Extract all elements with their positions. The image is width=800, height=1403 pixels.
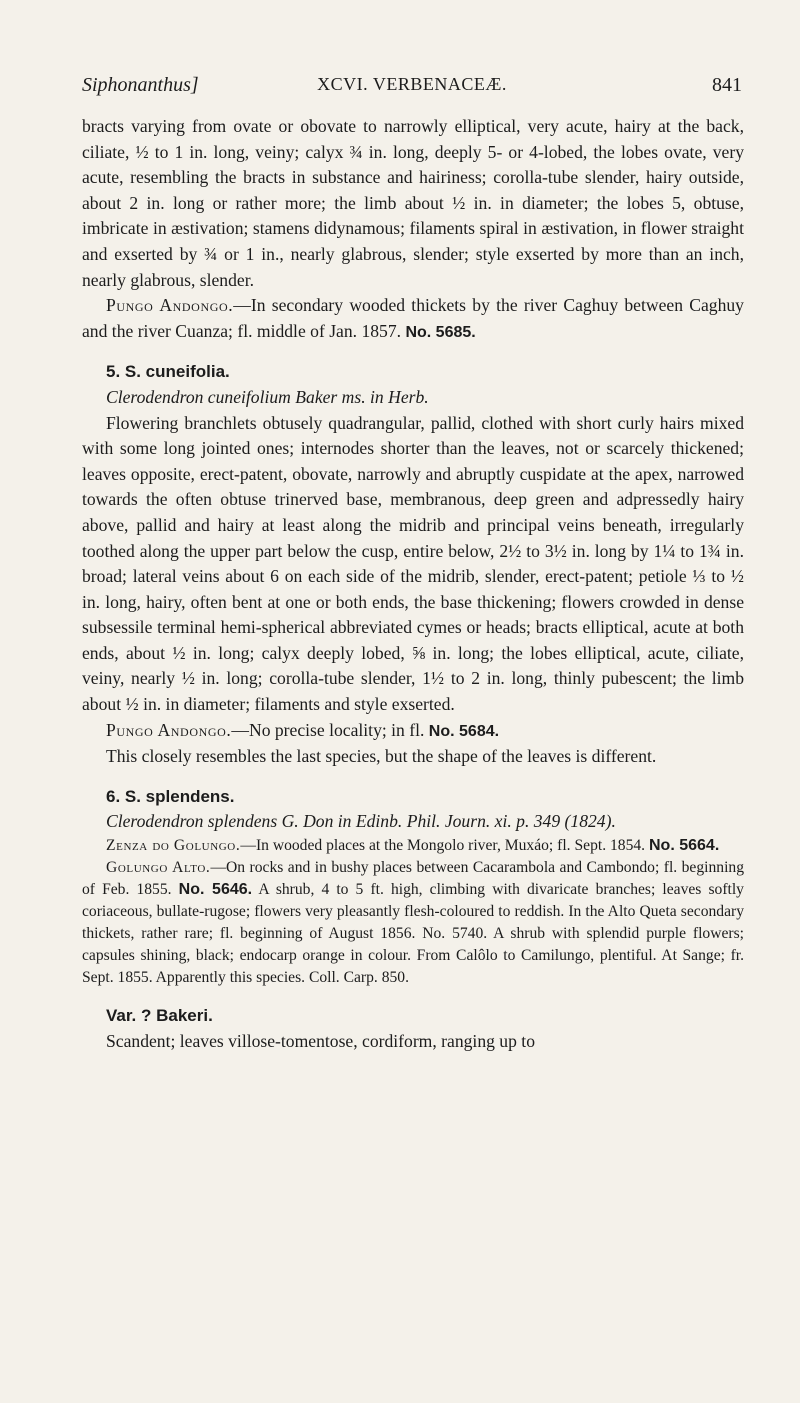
synonym-5: Clerodendron cuneifolium Baker ms. in Herb. xyxy=(106,386,429,407)
page-number: 841 xyxy=(712,74,742,96)
locality-text: —In wooded places at the Mongolo river, Muxáo; fl. Sept. 1854. xyxy=(240,837,646,855)
locality-pungo-1 xyxy=(82,293,744,345)
page-body xyxy=(82,114,744,1054)
header-genus: Siphonanthus] xyxy=(82,74,199,96)
variety-description: Scandent; leaves villose-tomentose, cordiform, ranging up to xyxy=(106,1030,535,1051)
note-5: This closely resembles the last species, but the shape of the leaves is different. xyxy=(106,746,657,767)
species-heading-6: 6. S. splendens. xyxy=(106,786,235,806)
locality-zenza xyxy=(82,835,744,857)
locality-notes: A shrub, 4 to 5 ft. high, climbing with divaricate branches; leaves softly coriaceous, bullate-rugose; flowers very pleasantly flesh-coloured to reddish. In the Alto Queta secondary thickets, rather rare; fl. beginning of August 1856. No. 5740. A shrub with splendid purple flowers; capsules shining, black; endocarp orange in colour. From Calôlo to Camilungo, plentiful. At Sange; fr. Sept. 1855. Apparently this species. Coll. Carp. 850. xyxy=(82,881,744,987)
locality-golungo xyxy=(82,857,744,989)
synonym-6: Clerodendron splendens G. Don in Edinb. Phil. Journ. xi. p. 349 (1824). xyxy=(106,811,616,832)
specimen-number: No. 5685. xyxy=(405,323,476,341)
locality-text: —No precise locality; in fl. xyxy=(231,719,425,740)
locality-name: Golungo Alto. xyxy=(106,859,211,877)
locality-name: Zenza do Golungo. xyxy=(106,837,241,855)
locality-name: Pungo Andongo. xyxy=(106,295,234,316)
locality-text: —On rocks and in bushy places between Cacarambola and Cambondo; fl. beginning of Feb. 1855. xyxy=(82,859,744,899)
header-family: XCVI. VERBENACEÆ. xyxy=(317,74,507,94)
locality-pungo-2 xyxy=(82,718,744,745)
locality-text: —In secondary wooded thickets by the river Caghuy between Caghuy and the river Cuanza; fl. middle of Jan. 1857. xyxy=(82,295,744,341)
specimen-number: No. 5684. xyxy=(428,722,500,740)
running-header xyxy=(82,74,742,100)
description-continued: bracts varying from ovate or obovate to narrowly elliptical, very acute, hairy at the back, ciliate, ½ to 1 in. long, veiny; calyx ¾ in. long, deeply 5- or 4-lobed, the lobes ovate, very acute, resembling the bracts in substance and hairiness; corolla-tube slender, hairy outside, about 2 in. long or rather more; the limb about ½ in. in diameter; the lobes 5, obtuse, imbricate in æstivation; stamens didynamous; filaments spiral in æstivation, in flower straight and exserted by ¾ or 1 in., nearly glabrous, slender; style exserted by more than an inch, nearly glabrous, slender. xyxy=(82,116,744,290)
locality-name: Pungo Andongo. xyxy=(106,719,232,740)
description-5: Flowering branchlets obtusely quadrangular, pallid, clothed with short curly hairs mixed with some long jointed ones; internodes shorter than the leaves, not or scarcely thickened; leaves opposite, erect-patent, obovate, narrowly and abruptly cuspidate at the apex, narrowed towards the often obtuse trinerved base, membranous, deep green and adpressedly hairy above, pallid and hairy at least along the midrib and principal veins beneath, irregularly toothed along the upper part below the cusp, entire below, 2½ to 3½ in. long by 1¼ to 1¾ in. broad; lateral veins about 6 on each side of the midrib, slender, erect-patent; petiole ⅓ to ½ in. long, hairy, often bent at one or both ends, the base thickening; flowers crowded in dense subsessile terminal hemi-spherical abbreviated cymes or heads; bracts elliptical, acute at both ends, about ½ in. long; calyx deeply lobed, ⅝ in. long; the lobes elliptical, acute, ciliate, veiny, nearly ½ in. long; corolla-tube slender, 1½ to 2 in. long, thinly pubescent; the limb about ½ in. in diameter; filaments and style exserted. xyxy=(82,412,744,715)
variety-heading: Var. ? Bakeri. xyxy=(106,1006,213,1026)
specimen-number: No. 5646. xyxy=(178,881,253,899)
species-heading-5: 5. S. cuneifolia. xyxy=(106,362,230,382)
specimen-number: No. 5664. xyxy=(649,837,720,855)
